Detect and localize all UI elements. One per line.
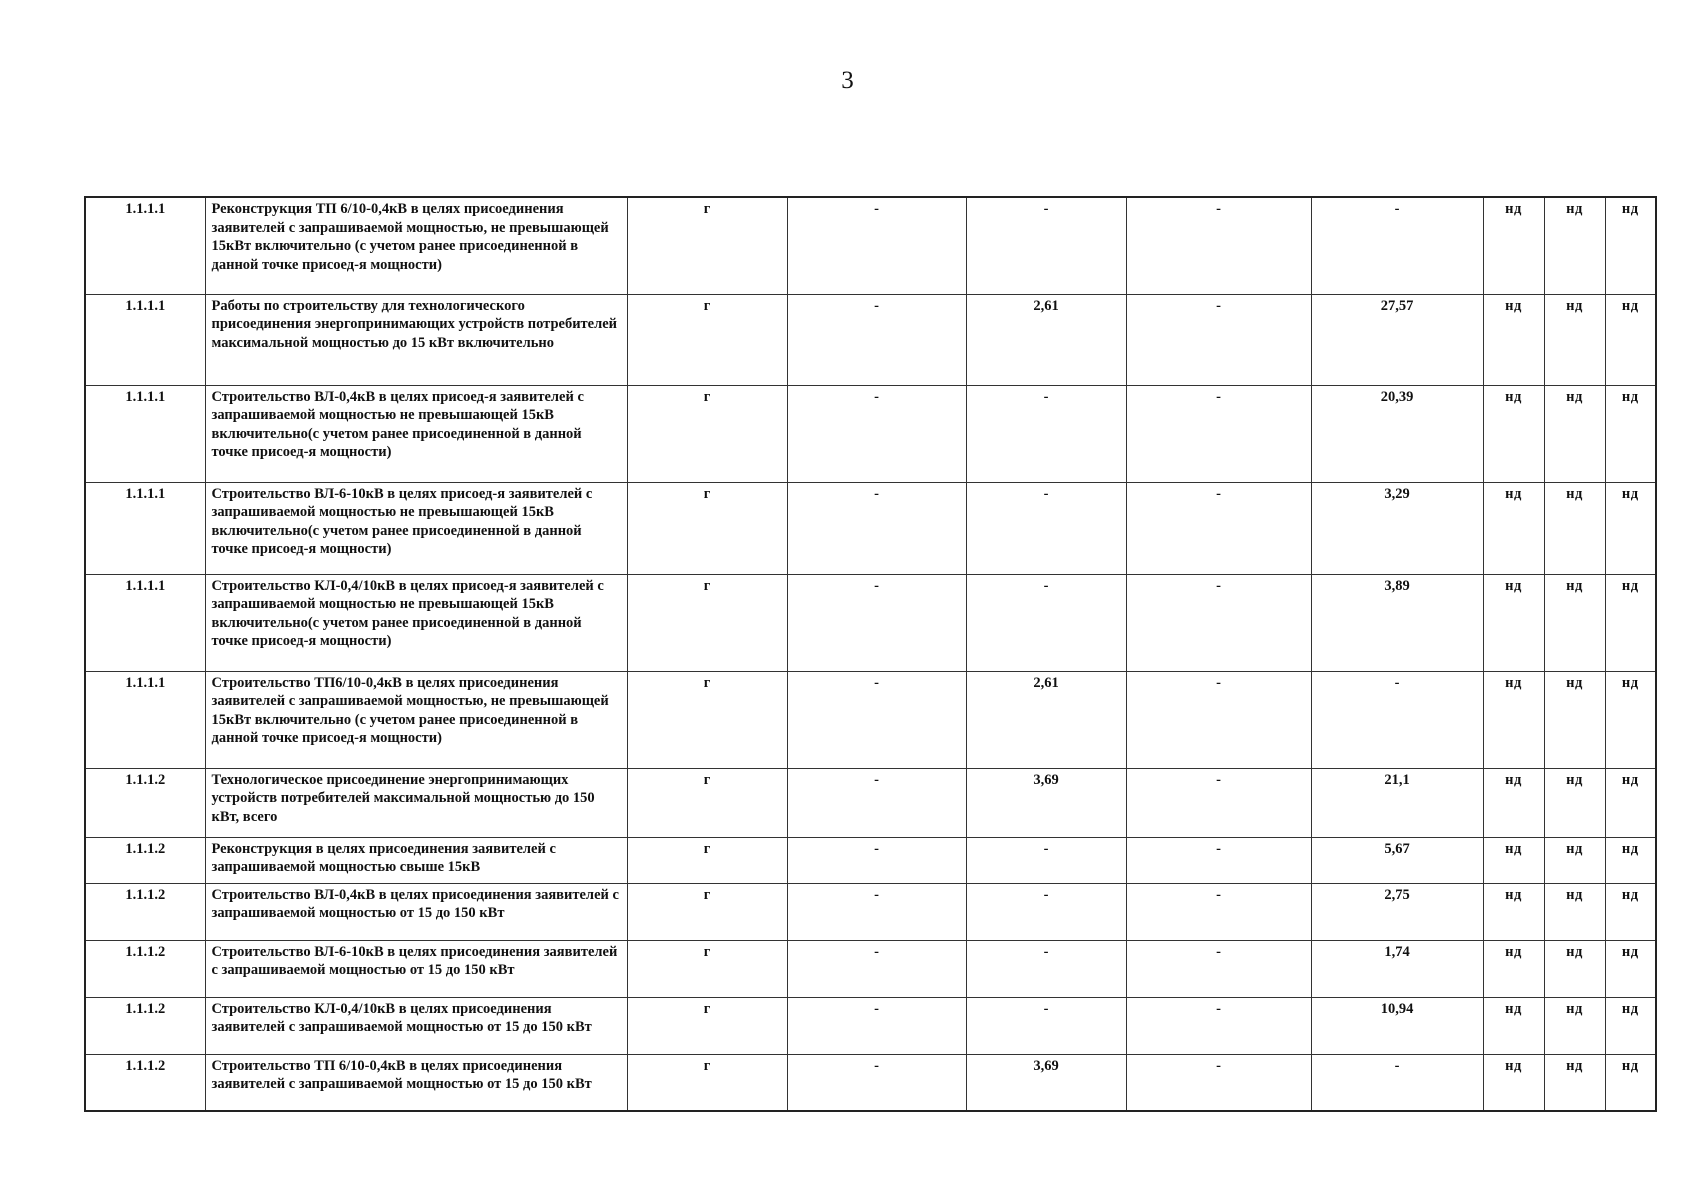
row-unit: г (627, 482, 787, 574)
row-nd-3: нд (1605, 197, 1656, 294)
table-row (85, 671, 1656, 768)
table-row (85, 883, 1656, 940)
row-value-1: - (787, 837, 966, 883)
row-nd-1: нд (1483, 837, 1544, 883)
row-nd-1: нд (1483, 482, 1544, 574)
table-row (85, 997, 1656, 1054)
row-code: 1.1.1.2 (85, 837, 205, 883)
row-value-3: - (1126, 883, 1311, 940)
row-value-1: - (787, 1054, 966, 1111)
row-value-4: 3,89 (1311, 574, 1483, 671)
row-value-1: - (787, 574, 966, 671)
row-code: 1.1.1.1 (85, 482, 205, 574)
row-value-1: - (787, 671, 966, 768)
row-value-1: - (787, 940, 966, 997)
row-unit: г (627, 768, 787, 837)
row-value-3: - (1126, 671, 1311, 768)
row-nd-1: нд (1483, 294, 1544, 385)
row-nd-2: нд (1544, 385, 1605, 482)
row-value-3: - (1126, 482, 1311, 574)
row-value-2: - (966, 997, 1126, 1054)
row-nd-1: нд (1483, 671, 1544, 768)
row-unit: г (627, 294, 787, 385)
row-unit: г (627, 671, 787, 768)
row-nd-1: нд (1483, 768, 1544, 837)
row-value-2: - (966, 574, 1126, 671)
row-value-2: - (966, 385, 1126, 482)
row-value-3: - (1126, 385, 1311, 482)
row-nd-2: нд (1544, 1054, 1605, 1111)
row-value-3: - (1126, 940, 1311, 997)
row-nd-2: нд (1544, 574, 1605, 671)
row-nd-3: нд (1605, 385, 1656, 482)
row-nd-2: нд (1544, 482, 1605, 574)
row-value-3: - (1126, 997, 1311, 1054)
row-nd-3: нд (1605, 883, 1656, 940)
row-value-2: 3,69 (966, 1054, 1126, 1111)
row-value-2: 2,61 (966, 294, 1126, 385)
row-nd-2: нд (1544, 837, 1605, 883)
row-code: 1.1.1.2 (85, 1054, 205, 1111)
row-value-4: 21,1 (1311, 768, 1483, 837)
table-row (85, 385, 1656, 482)
row-code: 1.1.1.1 (85, 294, 205, 385)
row-value-4: - (1311, 1054, 1483, 1111)
row-nd-3: нд (1605, 768, 1656, 837)
row-value-3: - (1126, 574, 1311, 671)
row-value-4: 2,75 (1311, 883, 1483, 940)
row-unit: г (627, 1054, 787, 1111)
row-value-2: - (966, 883, 1126, 940)
row-unit: г (627, 197, 787, 294)
row-name: Строительство ВЛ-0,4кВ в целях присоед-я заявителей с запрашиваемой мощностью не превышающей 15кВ включительно(с учетом ранее присоединенной в данной точке присоед-я мощности) (205, 385, 627, 482)
row-unit: г (627, 574, 787, 671)
row-nd-1: нд (1483, 385, 1544, 482)
row-name: Строительство ВЛ-6-10кВ в целях присоед-я заявителей с запрашиваемой мощностью не превышающей 15кВ включительно(с учетом ранее присоединенной в данной точке присоед-я мощности) (205, 482, 627, 574)
row-value-2: 2,61 (966, 671, 1126, 768)
row-value-4: 10,94 (1311, 997, 1483, 1054)
row-nd-3: нд (1605, 997, 1656, 1054)
row-value-1: - (787, 385, 966, 482)
row-code: 1.1.1.2 (85, 940, 205, 997)
row-nd-1: нд (1483, 574, 1544, 671)
row-nd-3: нд (1605, 837, 1656, 883)
row-name: Работы по строительству для технологического присоединения энергопринимающих устройств потребителей максимальной мощностью до 15 кВт включительно (205, 294, 627, 385)
row-value-2: - (966, 837, 1126, 883)
row-value-1: - (787, 768, 966, 837)
row-code: 1.1.1.1 (85, 574, 205, 671)
row-nd-2: нд (1544, 768, 1605, 837)
row-name: Строительство КЛ-0,4/10кВ в целях присоед-я заявителей с запрашиваемой мощностью не превышающей 15кВ включительно(с учетом ранее присоединенной в данной точке присоед-я мощности) (205, 574, 627, 671)
row-value-2: - (966, 197, 1126, 294)
table-row (85, 1054, 1656, 1111)
row-nd-3: нд (1605, 940, 1656, 997)
row-value-4: - (1311, 197, 1483, 294)
row-unit: г (627, 997, 787, 1054)
table-row (85, 837, 1656, 883)
row-nd-1: нд (1483, 197, 1544, 294)
row-name: Строительство ВЛ-6-10кВ в целях присоединения заявителей с запрашиваемой мощностью от 15 до 150 кВт (205, 940, 627, 997)
row-value-1: - (787, 294, 966, 385)
row-nd-3: нд (1605, 294, 1656, 385)
row-code: 1.1.1.2 (85, 768, 205, 837)
row-value-2: - (966, 940, 1126, 997)
row-name: Строительство ТП6/10-0,4кВ в целях присоединения заявителей с запрашиваемой мощностью, не превышающей 15кВт включительно (с учетом ранее присоединенной в данной точке присоед-я мощности) (205, 671, 627, 768)
row-unit: г (627, 940, 787, 997)
row-nd-1: нд (1483, 997, 1544, 1054)
row-code: 1.1.1.2 (85, 883, 205, 940)
row-value-4: - (1311, 671, 1483, 768)
row-unit: г (627, 385, 787, 482)
row-name: Строительство ТП 6/10-0,4кВ в целях присоединения заявителей с запрашиваемой мощностью от 15 до 150 кВт (205, 1054, 627, 1111)
row-value-3: - (1126, 768, 1311, 837)
data-table (84, 196, 1657, 1112)
table-row (85, 574, 1656, 671)
row-nd-2: нд (1544, 197, 1605, 294)
row-nd-2: нд (1544, 294, 1605, 385)
row-nd-2: нд (1544, 940, 1605, 997)
row-value-4: 5,67 (1311, 837, 1483, 883)
row-value-3: - (1126, 197, 1311, 294)
row-code: 1.1.1.2 (85, 997, 205, 1054)
row-value-3: - (1126, 1054, 1311, 1111)
row-nd-2: нд (1544, 671, 1605, 768)
row-nd-2: нд (1544, 997, 1605, 1054)
row-name: Строительство КЛ-0,4/10кВ в целях присоединения заявителей с запрашиваемой мощностью от 15 до 150 кВт (205, 997, 627, 1054)
row-name: Строительство ВЛ-0,4кВ в целях присоединения заявителей с запрашиваемой мощностью от 15 до 150 кВт (205, 883, 627, 940)
row-code: 1.1.1.1 (85, 385, 205, 482)
row-value-1: - (787, 482, 966, 574)
row-value-4: 1,74 (1311, 940, 1483, 997)
row-nd-1: нд (1483, 940, 1544, 997)
row-unit: г (627, 837, 787, 883)
row-value-3: - (1126, 837, 1311, 883)
row-unit: г (627, 883, 787, 940)
table-row (85, 294, 1656, 385)
row-value-2: 3,69 (966, 768, 1126, 837)
row-nd-3: нд (1605, 671, 1656, 768)
row-value-1: - (787, 997, 966, 1054)
row-code: 1.1.1.1 (85, 197, 205, 294)
row-name: Реконструкция в целях присоединения заявителей с запрашиваемой мощностью свыше 15кВ (205, 837, 627, 883)
row-nd-1: нд (1483, 883, 1544, 940)
table-row (85, 940, 1656, 997)
row-nd-3: нд (1605, 482, 1656, 574)
row-value-2: - (966, 482, 1126, 574)
row-value-4: 27,57 (1311, 294, 1483, 385)
row-value-1: - (787, 197, 966, 294)
page-number: 3 (841, 67, 854, 94)
row-value-4: 20,39 (1311, 385, 1483, 482)
row-value-1: - (787, 883, 966, 940)
row-nd-2: нд (1544, 883, 1605, 940)
row-name: Технологическое присоединение энергопринимающих устройств потребителей максимальной мощностью до 150 кВт, всего (205, 768, 627, 837)
row-nd-3: нд (1605, 1054, 1656, 1111)
table-row (85, 482, 1656, 574)
row-nd-1: нд (1483, 1054, 1544, 1111)
row-code: 1.1.1.1 (85, 671, 205, 768)
row-value-4: 3,29 (1311, 482, 1483, 574)
table-row (85, 768, 1656, 837)
row-value-3: - (1126, 294, 1311, 385)
row-name: Реконструкция ТП 6/10-0,4кВ в целях присоединения заявителей с запрашиваемой мощностью, не превышающей 15кВт включительно (с учетом ранее присоединенной в данной точке присоед-я мощности) (205, 197, 627, 294)
row-nd-3: нд (1605, 574, 1656, 671)
table-row (85, 197, 1656, 294)
